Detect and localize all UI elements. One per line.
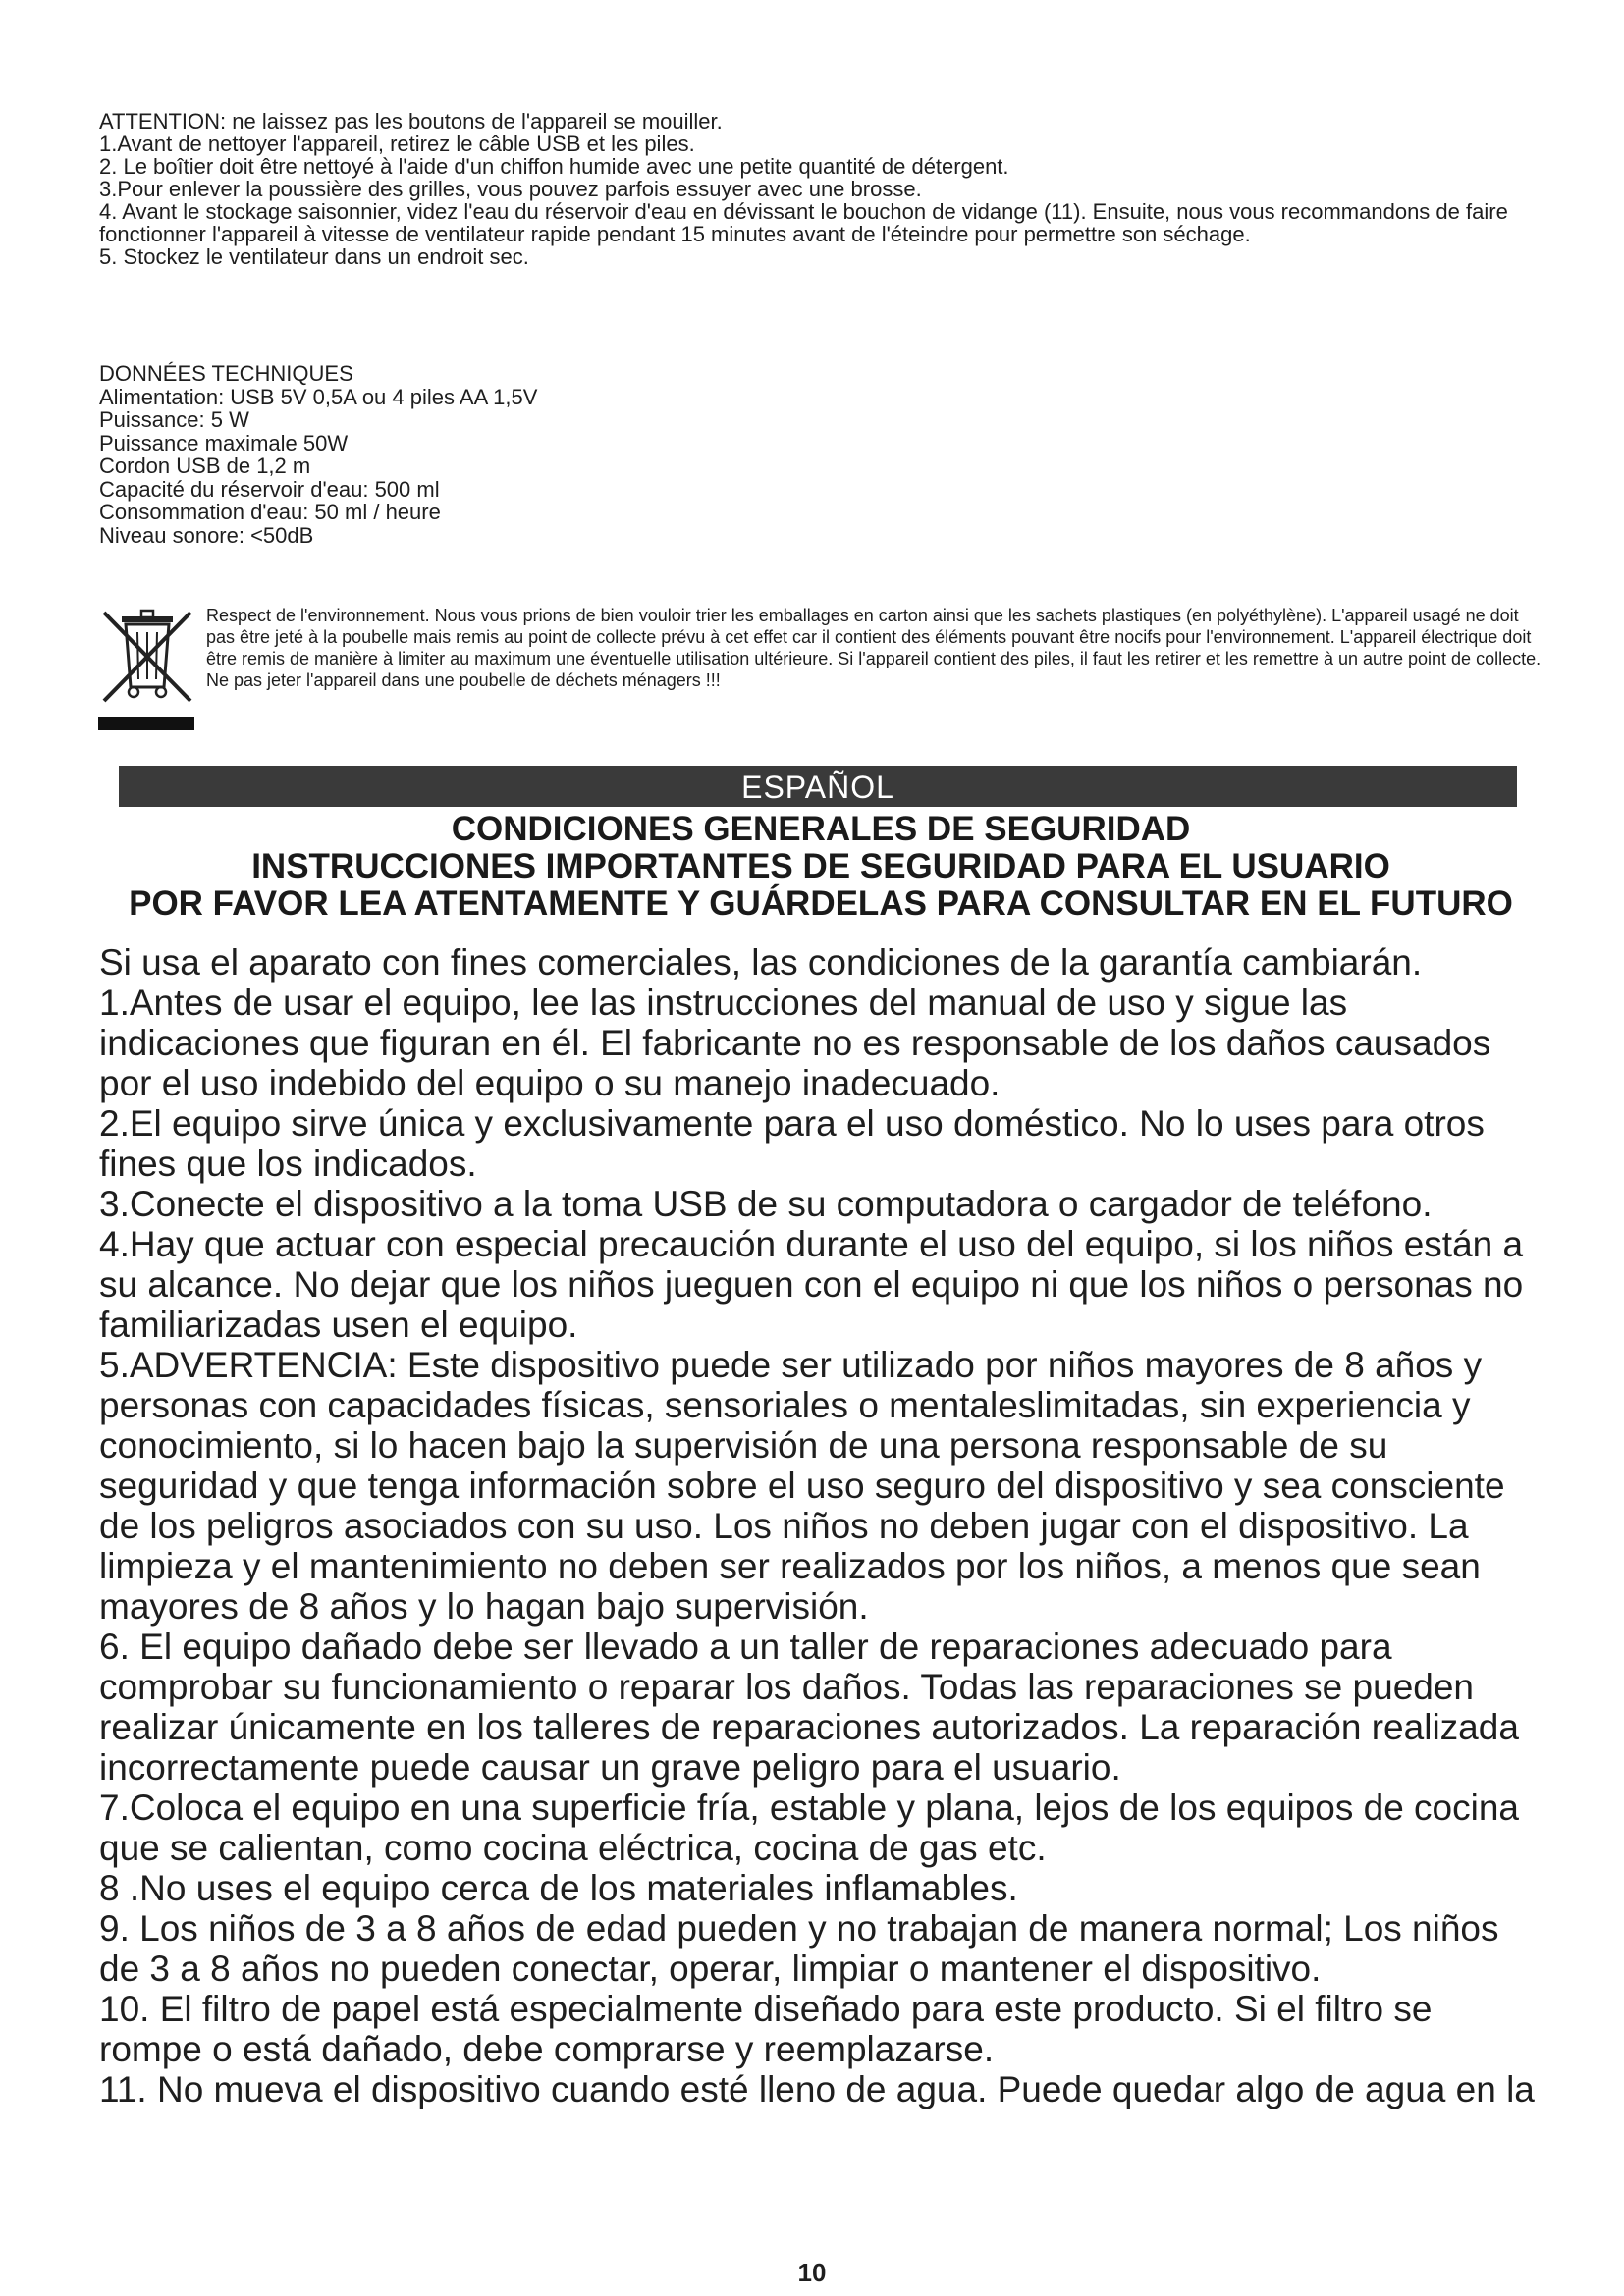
technical-data-item: Cordon USB de 1,2 m [99, 454, 311, 478]
spanish-headings [99, 811, 1543, 923]
technical-data-section [99, 362, 983, 547]
instruction-item: 8 .No uses el equipo cerca de los materiales inflamables. [99, 1868, 1018, 1908]
instruction-item: 10. El filtro de papel está especialmente diseñado para este producto. Si el filtro se rompe o está dañado, debe comprarse y reemplazarse. [99, 1989, 1433, 2069]
page-number: 10 [797, 2258, 827, 2287]
technical-data-item: Niveau sonore: <50dB [99, 522, 314, 548]
section-heading: POR FAVOR LEA ATENTAMENTE Y GUÁRDELAS PARA CONSULTAR EN EL FUTURO [129, 884, 1513, 923]
spanish-safety-instructions [99, 942, 1543, 2109]
instruction-item: 4.Hay que actuar con especial precaución durante el uso del equipo, si los niños están a su alcance. No dejar que los niños jueguen con el equipo ni que los niños o personas no familiarizadas usen el equipo. [99, 1224, 1524, 1345]
instruction-item: 3.Conecte el dispositivo a la toma USB de su computadora o cargador de teléfono. [99, 1184, 1433, 1224]
instruction-item: 11. No mueva el dispositivo cuando esté lleno de agua. Puede quedar algo de agua en la [99, 2069, 1535, 2109]
instruction-item: 1.Antes de usar el equipo, lee las instrucciones del manual de uso y sigue las indicaciones que figuran en él. El fabricante no es responsable de los daños causados por el uso indebido del equipo o su manejo inadecuado. [99, 983, 1491, 1103]
instruction-item: 6. El equipo dañado debe ser llevado a un taller de reparaciones adecuado para comprobar su funcionamiento o reparar los daños. Todas las reparaciones se pueden realizar únicamente en los talleres de reparaciones autorizados. La reparación realizada incorrectamente puede causar un grave peligro para el usuario. [99, 1627, 1519, 1788]
instruction-item: 5.ADVERTENCIA: Este dispositivo puede ser utilizado por niños mayores de 8 años y personas con capacidades físicas, sensoriales o mentaleslimitadas, sin experiencia y conocimiento, si lo hacen bajo la supervisión de una persona responsable de su seguridad y que tenga información sobre el uso seguro del dispositivo y sea consciente de los peligros asociados con su uso. Los niños no deben jugar con el dispositivo. La limpieza y el mantenimiento no deben ser realizados por los niños, a menos que sean mayores de 8 años y lo hagan bajo supervisión. [99, 1345, 1505, 1627]
technical-data-item: Capacité du réservoir d'eau: 500 ml [99, 476, 440, 502]
instruction-item: 7.Coloca el equipo en una superficie fría, estable y plana, lejos de los equipos de cocina que se calientan, como cocina eléctrica, cocina de gas etc. [99, 1788, 1519, 1868]
environment-notice [206, 605, 1551, 691]
instruction-item: 9. Los niños de 3 a 8 años de edad pueden y no trabajan de manera normal; Los niños de 3 a 8 años no pueden conectar, operar, limpiar o mantener el dispositivo. [99, 1908, 1499, 1989]
technical-data-item: Puissance: 5 W [99, 407, 249, 432]
technical-data-item: Puissance maximale 50W [99, 430, 349, 455]
section-heading: INSTRUCCIONES IMPORTANTES DE SEGURIDAD PARA EL USUARIO [251, 847, 1390, 885]
maintenance-step: 1.Avant de nettoyer l'appareil, retirez le câble USB et les piles. [99, 132, 695, 156]
section-heading: CONDICIONES GENERALES DE SEGURIDAD [451, 810, 1191, 848]
instruction-item: 2.El equipo sirve única y exclusivamente para el uso doméstico. No lo uses para otros fines que los indicados. [99, 1103, 1485, 1184]
disposal-warning: Ne pas jeter l'appareil dans une poubelle de déchets ménagers !!! [206, 670, 721, 690]
language-section-banner: ESPAÑOL [119, 766, 1517, 807]
environment-paragraph: Respect de l'environnement. Nous vous prions de bien vouloir trier les emballages en carton ainsi que les sachets plastiques (en polyéthylène). L'appareil usagé ne doit pas être jeté à la poubelle mais remis au point de collecte prévu à cet effet car il contient des éléments pouvant être nocifs pour l'environnement. L'appareil électrique doit être remis de manière à limiter au maximum une éventuelle utilisation ultérieure. Si l'appareil contient des piles, il faut les retirer et les remettre à un autre point de collecte. [206, 606, 1542, 668]
french-maintenance-section [99, 110, 1543, 268]
maintenance-step: 2. Le boîtier doit être nettoyé à l'aide d'un chiffon humide avec une petite quantité de détergent. [99, 154, 1009, 179]
technical-data-title: DONNÉES TECHNIQUES [99, 361, 353, 386]
warranty-note: Si usa el aparato con fines comerciales, las condiciones de la garantía cambiarán. [99, 942, 1423, 983]
technical-data-item: Alimentation: USB 5V 0,5A ou 4 piles AA 1,5V [99, 384, 538, 409]
crossed-out-wheelie-bin-icon [96, 607, 196, 732]
maintenance-step: 3.Pour enlever la poussière des grilles, vous pouvez parfois essuyer avec une brosse. [99, 177, 922, 201]
maintenance-step: 5. Stockez le ventilateur dans un endroit sec. [99, 244, 529, 269]
technical-data-item: Consommation d'eau: 50 ml / heure [99, 500, 441, 524]
maintenance-step: 4. Avant le stockage saisonnier, videz l'eau du réservoir d'eau en dévissant le bouchon de vidange (11). Ensuite, nous vous recommandons de faire fonctionner l'appareil à vitesse de ventilateur rapide pendant 15 minutes avant de l'éteindre pour permettre son séchage. [99, 199, 1508, 246]
attention-note: ATTENTION: ne laissez pas les boutons de l'appareil se mouiller. [99, 109, 723, 133]
